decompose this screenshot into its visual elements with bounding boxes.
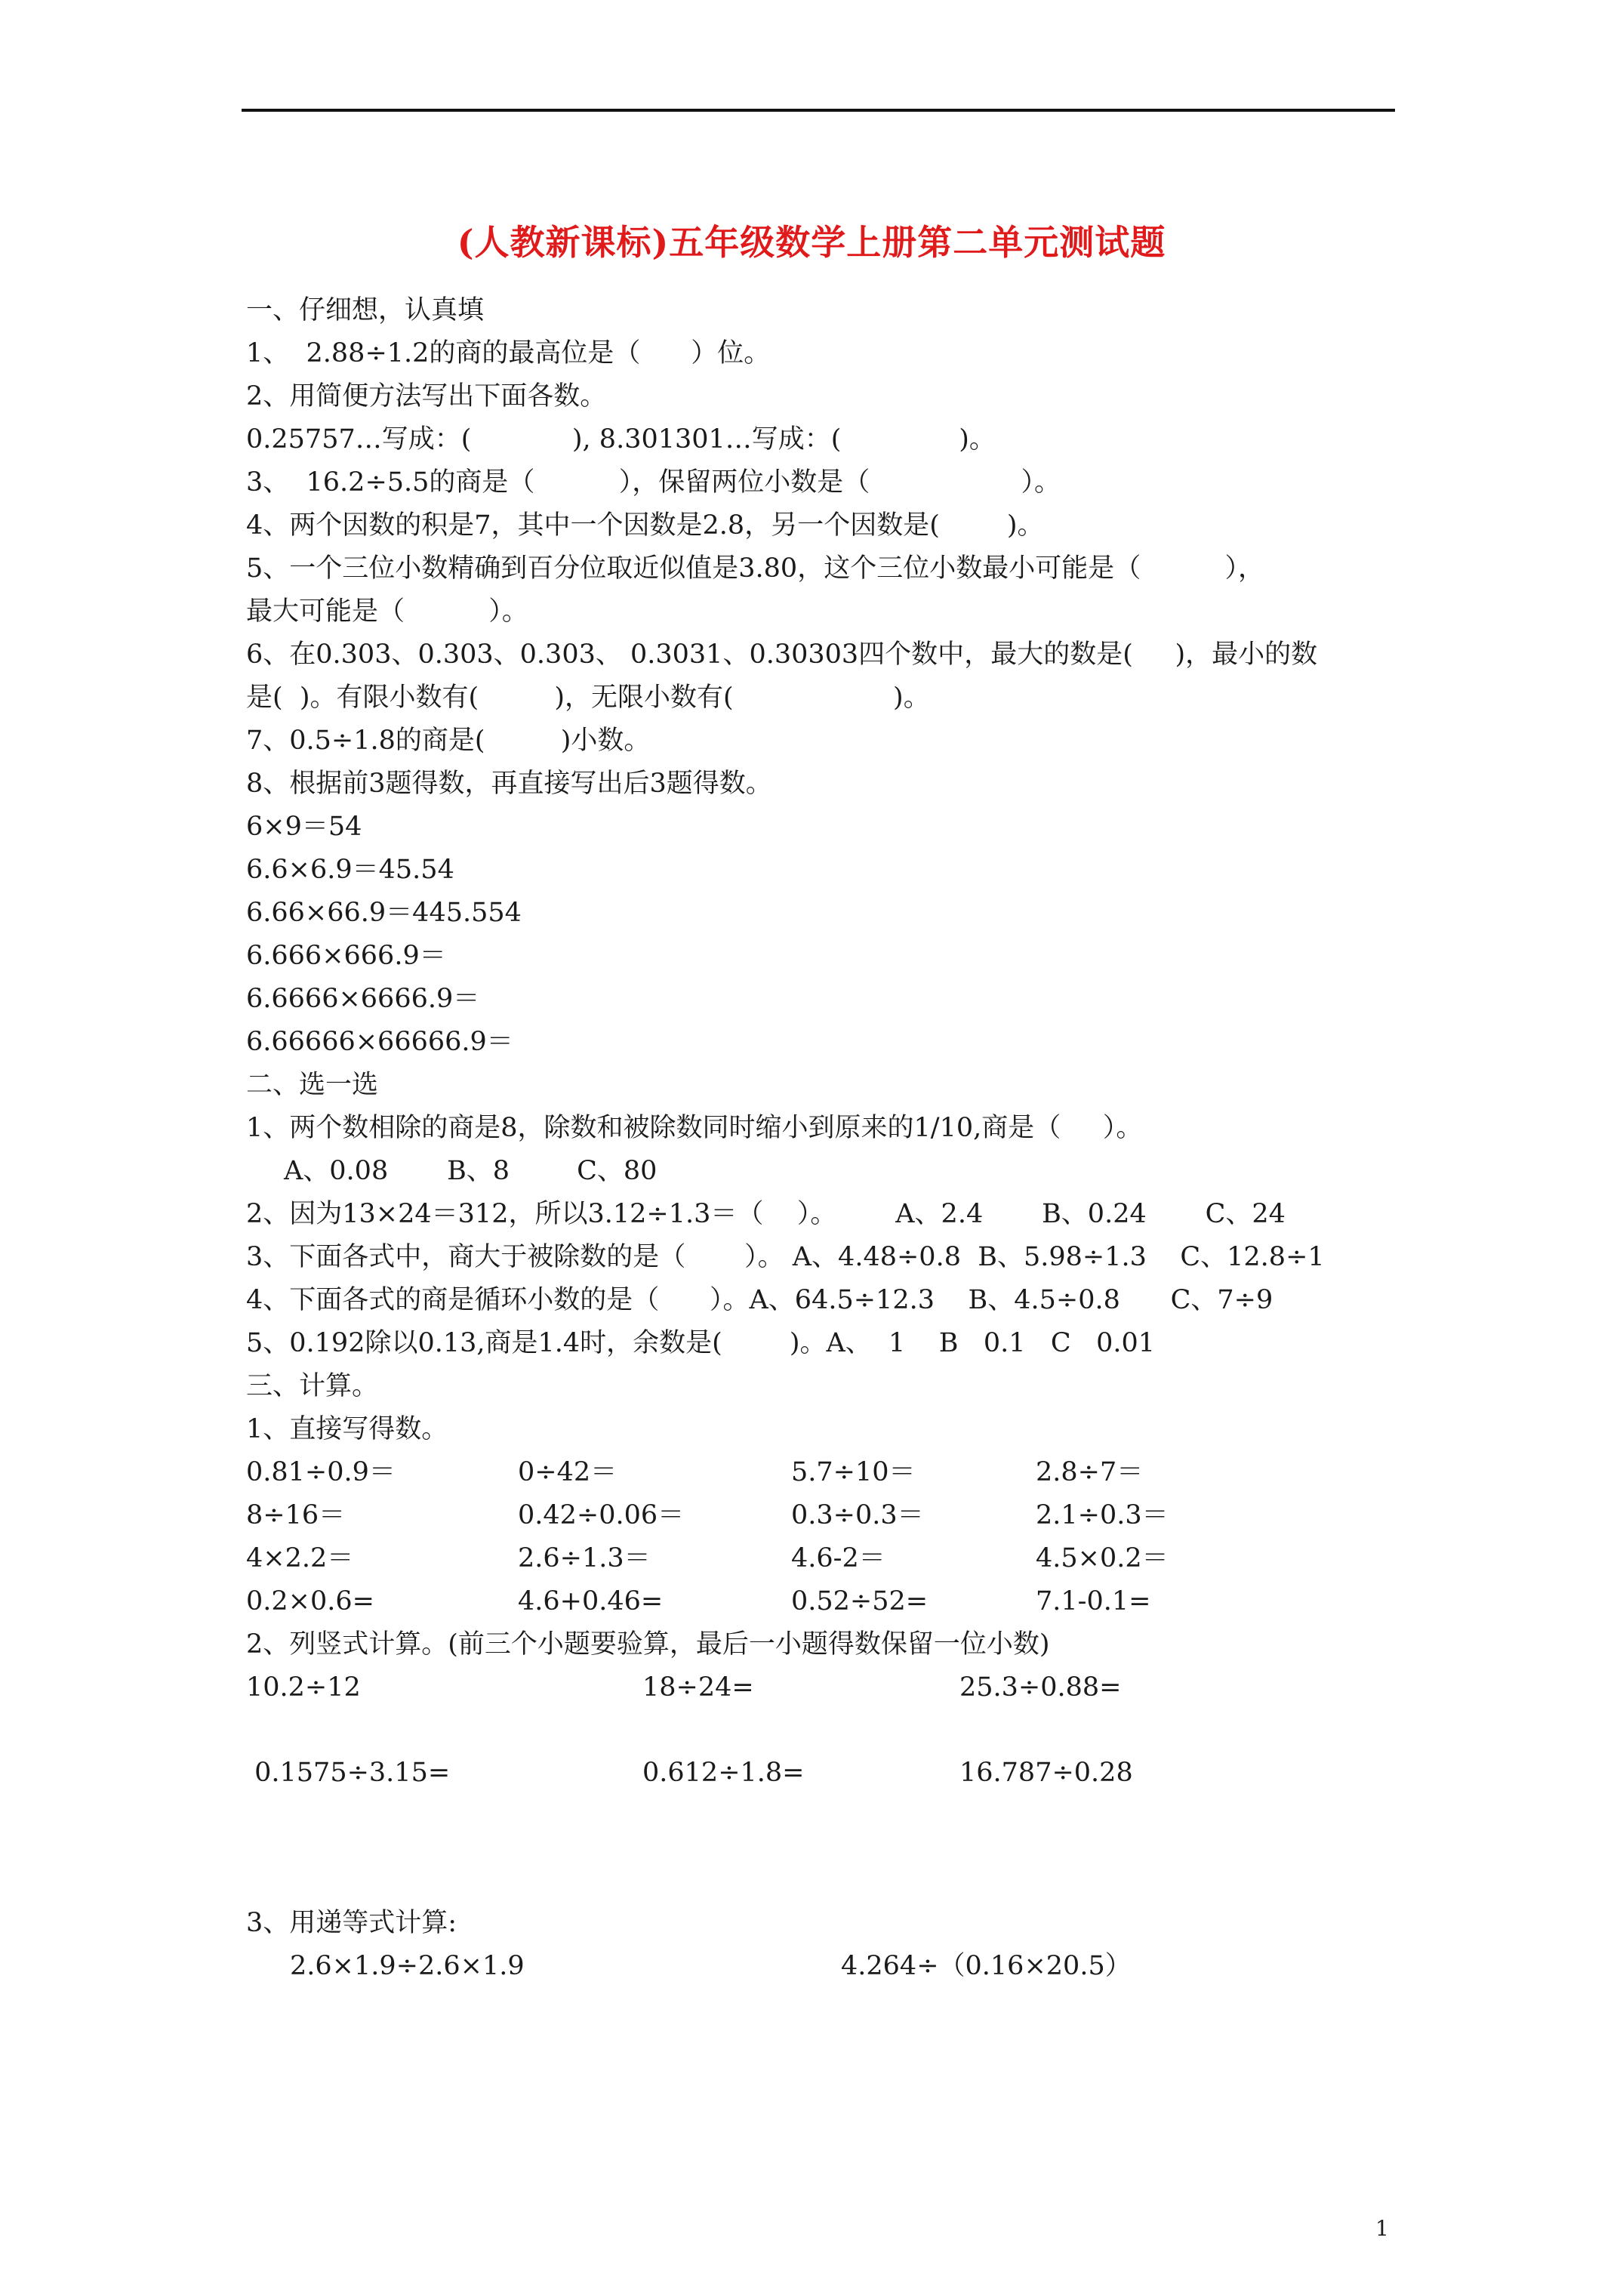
s2-question-1-options: A、0.08 B、8 C、80	[284, 1156, 658, 1186]
page-title: (人教新课标)五年级数学上册第二单元测试题	[457, 222, 1166, 263]
vertical-calc-item: 16.787÷0.28	[959, 1758, 1133, 1788]
s1-question-2: 2、用简便方法写出下面各数。	[246, 381, 607, 411]
s1-question-3: 3、 16.2÷5.5的商是（ ），保留两位小数是（ ）。	[246, 467, 1061, 498]
vertical-calc-item: 10.2÷12	[246, 1672, 361, 1703]
s1-question-6-line1: 6、在0.303、0.303、0.303、 0.3031、0.30303四个数中，最大的数是( )，最小的数	[246, 639, 1318, 670]
worksheet-body	[246, 289, 1424, 1988]
s1-question-8: 8、根据前3题得数，再直接写出后3题得数。	[246, 769, 772, 799]
oral-item: 2.6÷1.3＝	[518, 1543, 651, 1573]
s1-question-1: 1、 2.88÷1.2的商的最高位是（ ）位。	[246, 338, 771, 368]
s1-question-2-parts: 0.25757…写成：( ), 8.301301…写成：( )。	[246, 424, 996, 455]
s1-question-5-line1: 5、一个三位小数精确到百分位取近似值是3.80，这个三位小数最小可能是（ ），	[246, 553, 1264, 584]
s1-q8-equation: 6×9＝54	[246, 812, 362, 842]
s2-question-2: 2、因为13×24＝312，所以3.12÷1.3＝（ ）。 A、2.4 B、0.24 C、24	[246, 1199, 1286, 1229]
oral-item: 5.7÷10＝	[791, 1457, 916, 1487]
vertical-calc-item: 18÷24=	[642, 1672, 754, 1703]
oral-item: 0.2×0.6=	[246, 1586, 374, 1616]
work-space	[246, 1795, 1424, 1902]
vertical-calc-row-1	[246, 1666, 1424, 1709]
oral-item: 4.5×0.2＝	[1036, 1543, 1169, 1573]
vertical-calc-row-2	[246, 1752, 1424, 1795]
stepwise-calc-row	[246, 1945, 1424, 1988]
page-number: 1	[1375, 2216, 1389, 2241]
oral-item: 0.81÷0.9＝	[246, 1457, 396, 1487]
oral-item: 4×2.2＝	[246, 1543, 354, 1573]
vertical-calc-item: 0.612÷1.8=	[642, 1758, 805, 1788]
oral-item: 0.42÷0.06＝	[518, 1500, 685, 1530]
section3-heading: 三、计算。	[246, 1371, 379, 1401]
work-space	[246, 1709, 1424, 1752]
oral-item: 0÷42＝	[518, 1457, 617, 1487]
s2-question-5: 5、0.192除以0.13,商是1.4时，余数是( )。A、 1 B 0.1 C 0.01	[246, 1328, 1156, 1358]
s1-question-4: 4、两个因数的积是7，其中一个因数是2.8，另一个因数是( )。	[246, 510, 1044, 541]
vertical-calc-item: 25.3÷0.88=	[959, 1672, 1122, 1703]
oral-item: 4.6+0.46=	[518, 1586, 664, 1616]
s1-q8-equation: 6.66666×66666.9＝	[246, 1027, 513, 1057]
oral-item: 8÷16＝	[246, 1500, 346, 1530]
header-rule	[242, 109, 1395, 112]
oral-item: 0.3÷0.3＝	[791, 1500, 924, 1530]
s2-question-1: 1、两个数相除的商是8，除数和被除数同时缩小到原来的1/10,商是（ ）。	[246, 1113, 1143, 1143]
s2-question-3: 3、下面各式中，商大于被除数的是（ ）。 A、4.48÷0.8 B、5.98÷1.3 C、12.8÷1	[246, 1242, 1325, 1272]
section1-heading: 一、仔细想，认真填	[246, 295, 485, 325]
vertical-calc-item: 0.1575÷3.15=	[246, 1758, 451, 1788]
oral-item: 2.1÷0.3＝	[1036, 1500, 1169, 1530]
s1-q8-equation: 6.6666×6666.9＝	[246, 984, 480, 1014]
stepwise-item: 4.264÷（0.16×20.5）	[841, 1951, 1132, 1981]
oral-calculation-grid	[246, 1451, 1424, 1623]
s1-q8-equation: 6.6×6.9＝45.54	[246, 855, 454, 885]
section2-heading: 二、选一选	[246, 1070, 379, 1100]
s3-question-1: 1、直接写得数。	[246, 1414, 448, 1444]
s2-question-4: 4、下面各式的商是循环小数的是（ ）。A、64.5÷12.3 B、4.5÷0.8 C、7÷9	[246, 1285, 1273, 1315]
s1-question-7: 7、0.5÷1.8的商是( )小数。	[246, 726, 651, 756]
oral-item: 4.6-2＝	[791, 1543, 885, 1573]
s1-question-6-line2: 是( )。有限小数有( )，无限小数有( )。	[246, 683, 930, 713]
s3-question-3: 3、用递等式计算:	[246, 1908, 457, 1938]
s1-question-5-line2: 最大可能是（ ）。	[246, 596, 528, 627]
stepwise-item: 2.6×1.9÷2.6×1.9	[290, 1951, 525, 1981]
oral-item: 0.52÷52=	[791, 1586, 929, 1616]
s1-q8-equation: 6.666×666.9＝	[246, 941, 446, 971]
oral-item: 7.1-0.1=	[1036, 1586, 1151, 1616]
s3-question-2: 2、列竖式计算。(前三个小题要验算，最后一小题得数保留一位小数)	[246, 1629, 1050, 1660]
oral-item: 2.8÷7＝	[1036, 1457, 1144, 1487]
s1-q8-equation: 6.66×66.9＝445.554	[246, 898, 522, 928]
